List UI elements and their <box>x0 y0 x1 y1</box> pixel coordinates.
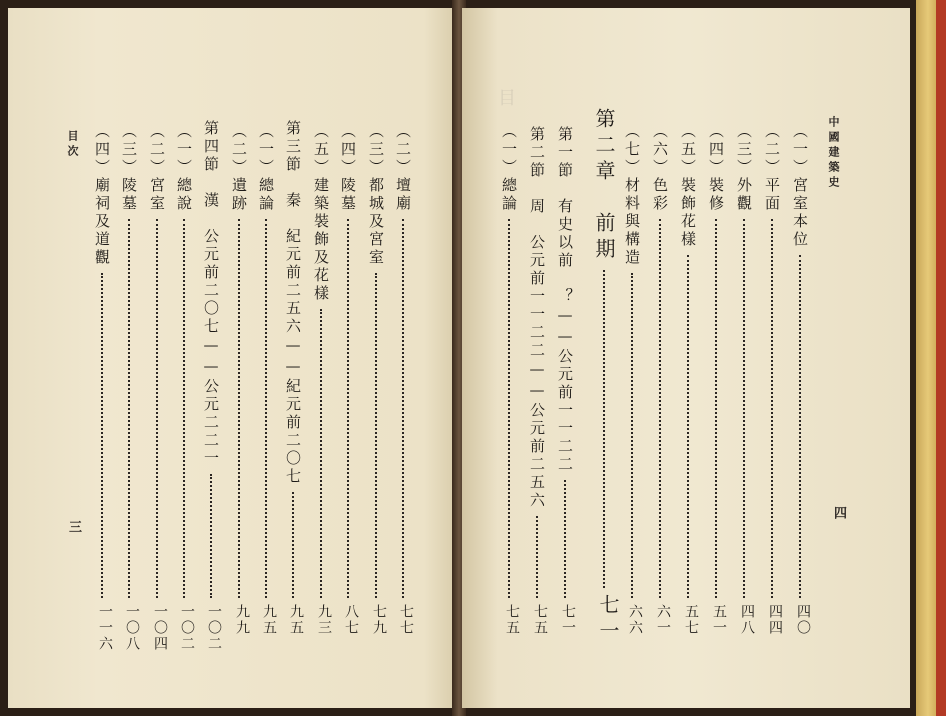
toc-entry-label: （二）壇廟 <box>394 123 412 213</box>
toc-entry-page: 五一 <box>711 604 727 636</box>
toc-entry-page: 四〇 <box>795 604 811 636</box>
toc-entry-page: 九五 <box>261 604 277 636</box>
toc-entry-label: （四）陵墓 <box>339 123 357 213</box>
toc-entry-page: 一〇八 <box>124 604 140 652</box>
toc-entry-label: 第二節 周 公元前一一二二——公元前二五六 <box>528 126 546 510</box>
toc-entry-page: 七一 <box>560 604 576 636</box>
toc-entry-page: 五七 <box>683 604 699 636</box>
dot-leader <box>687 255 689 598</box>
toc-entry-label: 第二章 前期 <box>592 108 616 264</box>
toc-entry-label: （二）宮室 <box>148 123 166 213</box>
toc-entry-page: 六六 <box>627 604 643 636</box>
dot-leader <box>265 219 267 598</box>
toc-entry-label: （四）廟祠及道觀 <box>93 123 111 267</box>
left-page <box>8 8 460 708</box>
toc-entry-label: （一）總論 <box>500 123 518 213</box>
toc-entry-label: 第四節 漢 公元前二〇七——公元二二一 <box>202 120 220 468</box>
toc-entry-label: （四）裝修 <box>707 123 725 213</box>
dot-leader <box>320 309 322 598</box>
toc-entry-page: 七五 <box>504 604 520 636</box>
dot-leader <box>536 516 538 598</box>
toc-entry-page: 六一 <box>655 604 671 636</box>
toc-entry-page: 七九 <box>371 604 387 636</box>
toc-entry-label: （六）色彩 <box>651 123 669 213</box>
dot-leader <box>238 219 240 598</box>
dot-leader <box>128 219 130 598</box>
right-page-number: 四 <box>831 506 846 523</box>
toc-entry-page: 一〇二 <box>206 604 222 652</box>
toc-entry-page: 四八 <box>739 604 755 636</box>
toc-entry-label: 第三節 秦 紀元前二五六——紀元前二〇七 <box>284 120 302 486</box>
toc-entry-label: （三）外觀 <box>735 123 753 213</box>
toc-entry-label: （一）總論 <box>257 123 275 213</box>
toc-entry-page: 一一六 <box>97 604 113 652</box>
toc-entry-page: 一〇四 <box>152 604 168 652</box>
dot-leader <box>508 219 510 598</box>
dot-leader <box>743 219 745 598</box>
dot-leader <box>715 219 717 598</box>
toc-entry-page: 九九 <box>234 604 250 636</box>
toc-entry-label: （三）都城及宮室 <box>367 123 385 267</box>
dot-leader <box>375 273 377 598</box>
dot-leader <box>631 273 633 598</box>
dot-leader <box>156 219 158 598</box>
toc-entry-page: 八七 <box>343 604 359 636</box>
book-cover-binding <box>936 0 946 716</box>
toc-entry-page: 七五 <box>532 604 548 636</box>
toc-entry-page: 七一 <box>596 594 620 646</box>
toc-entry-label: （二）平面 <box>763 123 781 213</box>
toc-entry-label: （五）裝飾花樣 <box>679 123 697 249</box>
dot-leader <box>659 219 661 598</box>
toc-entry-page: 一〇二 <box>179 604 195 652</box>
dot-leader <box>564 480 566 598</box>
toc-entry-page: 九五 <box>288 604 304 636</box>
bleed-through-text: 目 <box>495 88 516 106</box>
dot-leader <box>402 219 404 598</box>
dot-leader <box>210 474 212 598</box>
toc-entry-label: （二）遺跡 <box>230 123 248 213</box>
toc-entry-label: （一）宮室本位 <box>791 123 809 249</box>
dot-leader <box>771 219 773 598</box>
toc-entry-label: （五）建築裝飾及花樣 <box>312 123 330 303</box>
toc-entry-page: 四四 <box>767 604 783 636</box>
toc-entry-page: 九三 <box>316 604 332 636</box>
toc-entry-label: （三）陵墓 <box>120 123 138 213</box>
dot-leader <box>183 219 185 598</box>
dot-leader <box>101 273 103 598</box>
dot-leader <box>347 219 349 598</box>
right-page <box>462 8 910 708</box>
dot-leader <box>799 255 801 598</box>
right-page-header: 中國建築史 <box>827 116 840 191</box>
toc-entry-label: （一）總說 <box>175 123 193 213</box>
toc-entry-label: 第一節 有史以前 ？——公元前一一二二 <box>556 126 574 474</box>
left-page-number: 三 <box>66 520 81 537</box>
dot-leader <box>603 270 605 588</box>
toc-entry-page: 七七 <box>398 604 414 636</box>
toc-entry-label: （七）材料與構造 <box>623 123 641 267</box>
dot-leader <box>292 492 294 598</box>
left-page-header: 目次 <box>66 130 79 160</box>
